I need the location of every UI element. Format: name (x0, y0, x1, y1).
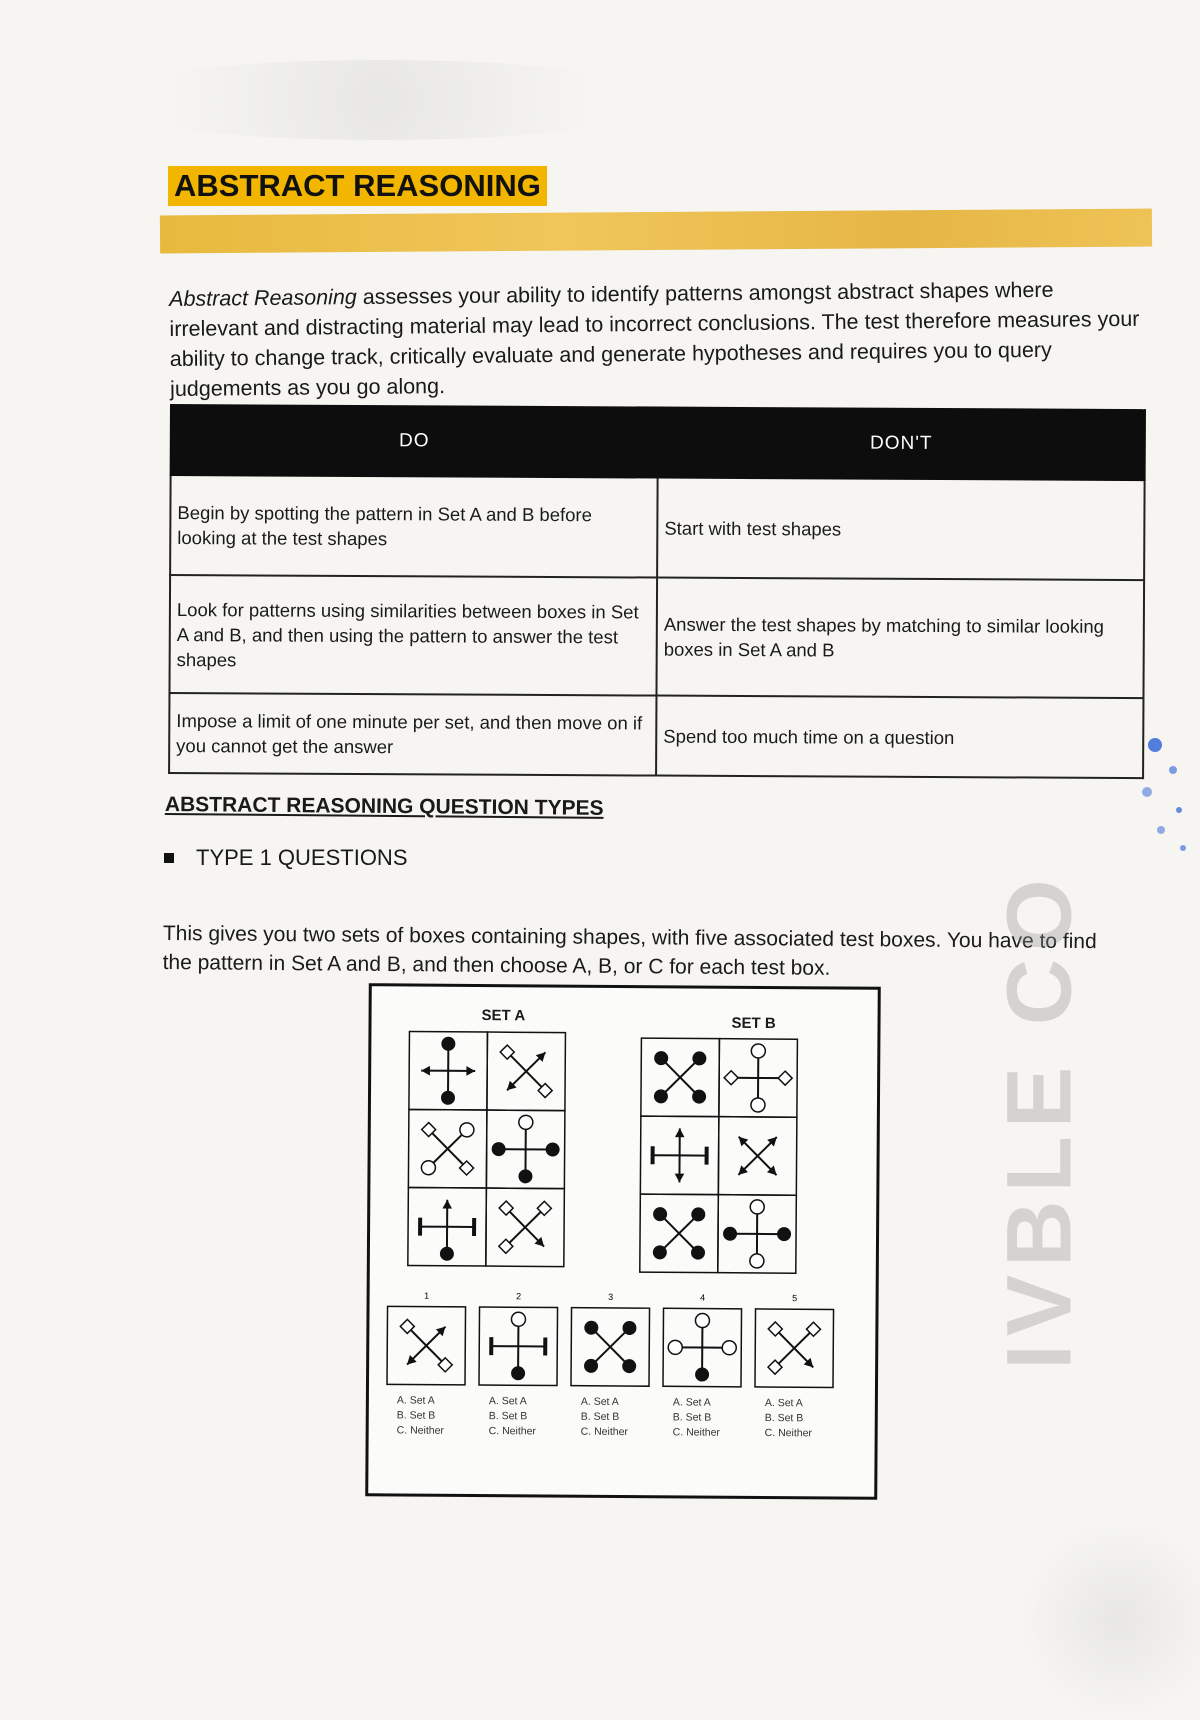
test-number: 4 (700, 1293, 705, 1303)
answer-option: A. Set A (489, 1394, 536, 1409)
set-b-box (718, 1195, 797, 1274)
answer-option: B. Set B (397, 1408, 444, 1423)
dont-cell: Spend too much time on a question (656, 696, 1143, 779)
answer-options (581, 1395, 629, 1440)
set-a-box (486, 1188, 565, 1267)
answer-option: C. Neither (581, 1425, 628, 1440)
table-header-row (171, 405, 1145, 480)
answer-option: B. Set B (673, 1410, 720, 1425)
set-b-box (640, 1194, 719, 1273)
type1-description: This gives you two sets of boxes containing shapes, with five associated test boxes. You have to find the pattern in Set A and B, and then choose A, B, or C for each test box. (162, 919, 1097, 985)
answer-option: C. Neither (673, 1425, 720, 1440)
do-cell: Look for patterns using similarities between boxes in Set A and B, and then using the pattern to answer the test shapes (169, 575, 657, 696)
answer-option: C. Neither (765, 1426, 812, 1441)
set-b-box (719, 1039, 798, 1118)
scan-smudge (80, 60, 680, 140)
dont-cell: Start with test shapes (657, 478, 1145, 581)
answer-options (765, 1396, 813, 1441)
test-number: 2 (516, 1291, 521, 1301)
set-a-box (486, 1110, 565, 1189)
answer-option: A. Set A (397, 1393, 444, 1408)
do-cell: Begin by spotting the pattern in Set A and B before looking at the test shapes (170, 475, 658, 578)
page-title: ABSTRACT REASONING (168, 166, 547, 206)
test-box (755, 1309, 834, 1388)
column-header-dont: DON'T (658, 408, 1145, 481)
set-a-box (409, 1032, 488, 1111)
answer-options (673, 1395, 721, 1440)
answer-option: A. Set A (765, 1396, 812, 1411)
do-cell: Impose a limit of one minute per set, and then move on if you cannot get the answer (169, 693, 656, 776)
answer-option: C. Neither (489, 1424, 536, 1439)
do-dont-table (168, 404, 1146, 779)
intro-paragraph (169, 273, 1145, 403)
bullet-square-icon (164, 853, 174, 863)
set-b-label: SET B (731, 1015, 775, 1032)
set-b-box (718, 1117, 797, 1196)
blue-ink-smudge (1135, 730, 1195, 870)
answer-option: A. Set A (673, 1395, 720, 1410)
set-a-box (408, 1110, 487, 1189)
answer-option: B. Set B (581, 1410, 628, 1425)
bullet-item (164, 845, 408, 871)
test-box (571, 1308, 650, 1387)
test-number: 3 (608, 1292, 613, 1302)
intro-term: Abstract Reasoning (169, 285, 357, 311)
answer-option: A. Set A (581, 1395, 628, 1410)
scan-smudge (1020, 1520, 1200, 1720)
test-number: 5 (792, 1293, 797, 1303)
test-box (663, 1308, 742, 1387)
table-row (169, 575, 1144, 698)
table-row (170, 475, 1145, 580)
column-header-do: DO (171, 405, 658, 478)
answer-option: C. Neither (397, 1423, 444, 1438)
dont-cell: Answer the test shapes by matching to similar looking boxes in Set A and B (656, 578, 1144, 699)
answer-options (489, 1394, 537, 1439)
example-figure (365, 983, 881, 1500)
test-box (387, 1306, 466, 1385)
set-a-box (487, 1032, 566, 1111)
section-heading: ABSTRACT REASONING QUESTION TYPES (165, 793, 604, 821)
test-box (479, 1307, 558, 1386)
set-b-box (641, 1038, 720, 1117)
bullet-text: TYPE 1 QUESTIONS (196, 845, 408, 871)
faded-watermark-logo (955, 760, 1125, 1480)
watermark-text: IVBLE CO (988, 871, 1093, 1369)
set-b-box (640, 1116, 719, 1195)
intro-text: assesses your ability to identify patterns amongst abstract shapes where irrelevant and distracting material may lead to incorrect conclusions. The test therefore measures your ability to change track, critically evaluate and generate hypotheses and requires you to query judgements as you go along. (169, 277, 1139, 400)
answer-option: B. Set B (765, 1411, 812, 1426)
set-a-label: SET A (482, 1007, 526, 1024)
answer-option: B. Set B (489, 1409, 536, 1424)
answer-options (397, 1393, 445, 1438)
test-number: 1 (424, 1291, 429, 1301)
title-highlight-bar (160, 209, 1152, 254)
set-a-box (408, 1188, 487, 1267)
